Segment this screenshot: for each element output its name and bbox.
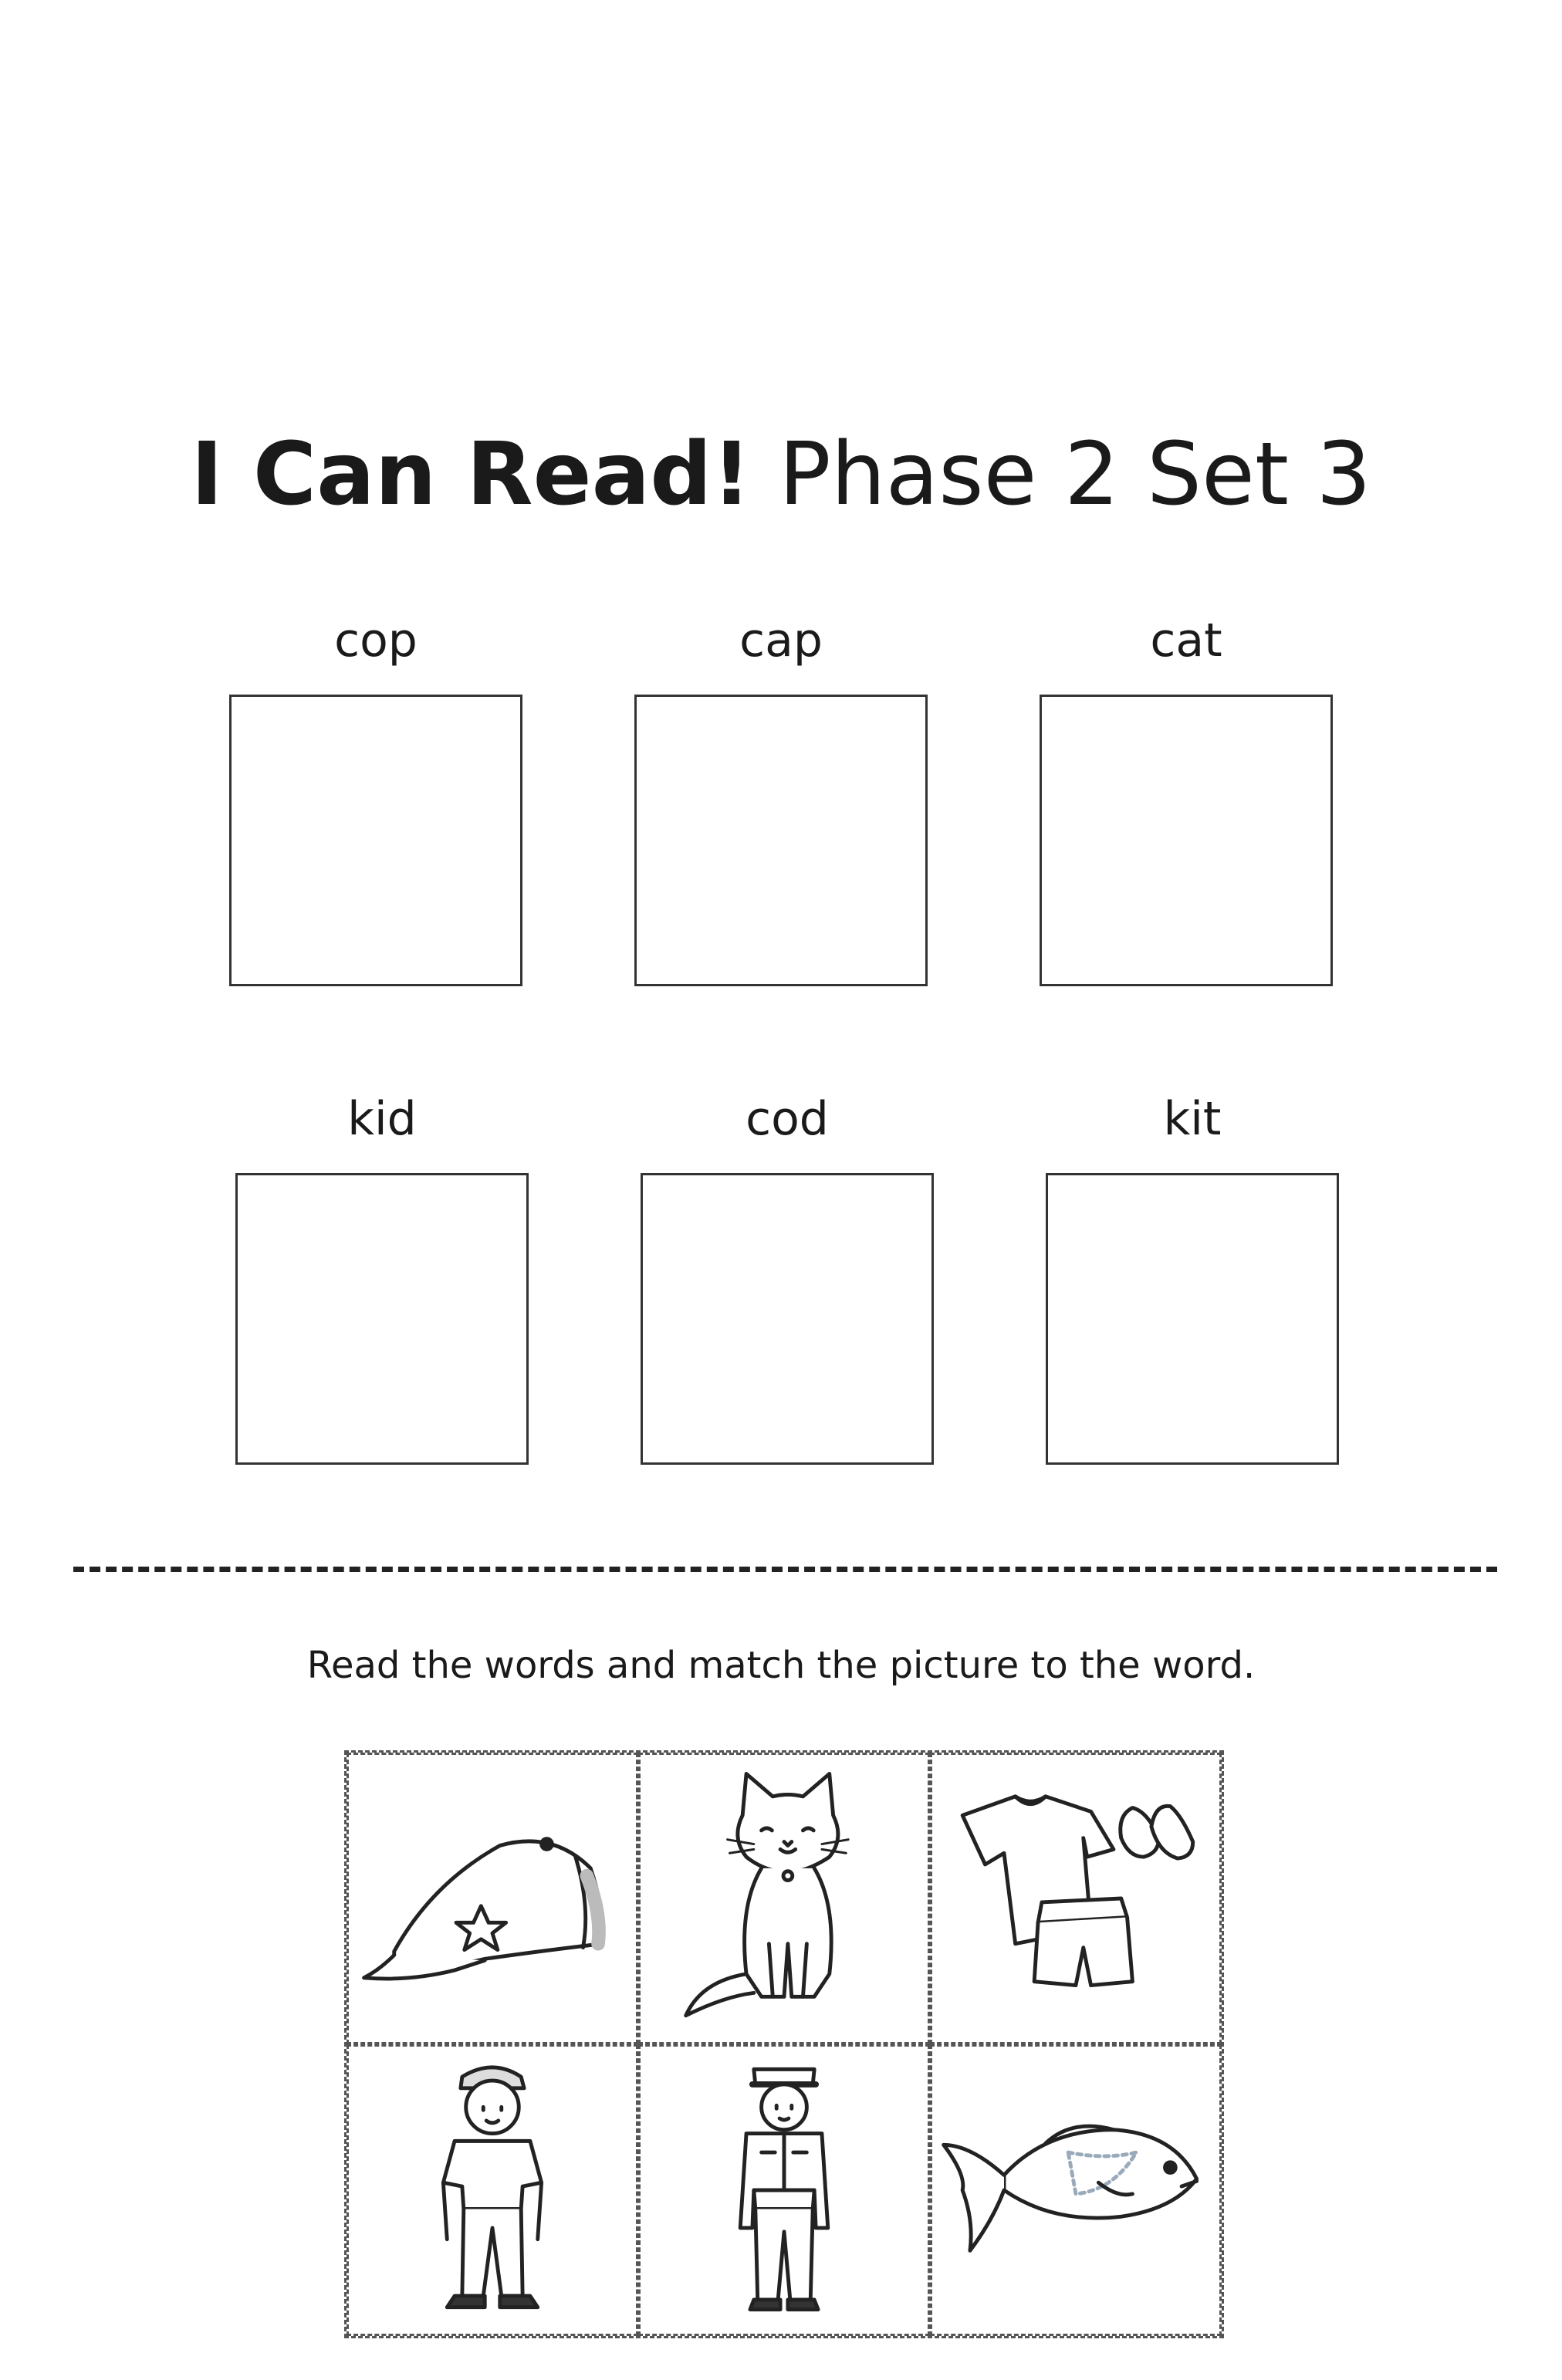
picture-drop-box[interactable] [229,695,522,986]
cat-icon [641,1755,928,2042]
picture-card[interactable] [930,2044,1222,2336]
picture-cut-grid [344,1750,1224,2338]
police-officer-icon [641,2047,928,2334]
title-bold: I Can Read! [191,424,752,525]
word-label: kit [1163,1092,1222,1146]
picture-card[interactable] [638,2044,930,2336]
cod-fish-icon [932,2047,1219,2334]
picture-card[interactable] [347,2044,638,2336]
picture-card[interactable] [347,1753,638,2044]
title-rest: Phase 2 Set 3 [779,424,1371,525]
picture-drop-box[interactable] [634,695,928,986]
picture-card[interactable] [638,1753,930,2044]
cap-icon [349,1755,636,2042]
picture-drop-box[interactable] [641,1173,934,1465]
word-label: cat [1150,614,1222,668]
word-label: cap [739,614,823,668]
word-label: kid [347,1092,417,1146]
kit-clothes-icon [932,1755,1219,2042]
word-label: cod [746,1092,829,1146]
picture-drop-box[interactable] [1046,1173,1339,1465]
worksheet-title [0,421,1562,529]
instruction-text: Read the words and match the picture to the word. [306,1644,1256,1687]
word-label: cop [334,614,418,668]
picture-card[interactable] [930,1753,1222,2044]
picture-drop-box[interactable] [235,1173,529,1465]
kid-icon [349,2047,636,2334]
picture-drop-box[interactable] [1040,695,1333,986]
cut-line-divider [73,1567,1497,1572]
